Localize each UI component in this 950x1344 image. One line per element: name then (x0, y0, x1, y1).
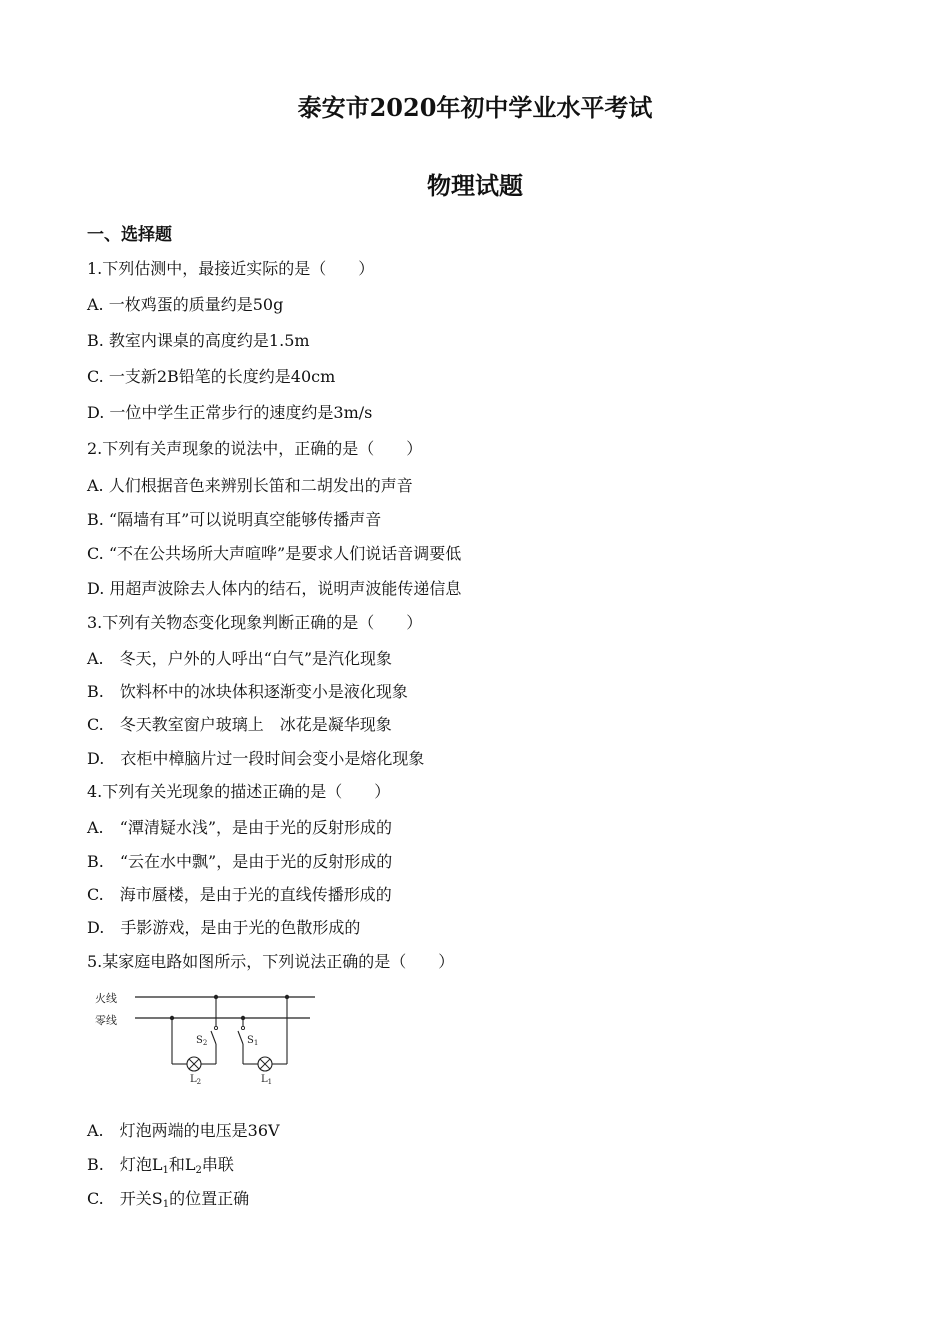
junction-dot (285, 995, 289, 999)
q4-stem: 4.下列有关光现象的描述正确的是（ ） (87, 782, 391, 801)
section-heading: 一、选择题 (87, 225, 172, 245)
q3-stem: 3.下列有关物态变化现象判断正确的是（ ） (87, 613, 423, 632)
q1-stem: 1.下列估测中，最接近实际的是（ ） (87, 259, 375, 278)
lamp-l1-icon (258, 1057, 272, 1071)
q3-option-b: B. 饮料杯中的冰块体积逐渐变小是液化现象 (87, 682, 408, 701)
q2-option-a: A. 人们根据音色来辨别长笛和二胡发出的声音 (87, 476, 413, 495)
lamp-l2-icon (187, 1057, 201, 1071)
q3-option-a: A. 冬天，户外的人呼出“白气”是汽化现象 (87, 649, 393, 668)
q4-option-d: D. 手影游戏，是由于光的色散形成的 (87, 918, 361, 937)
q5-option-c: C. 开关$S_1$的位置正确 (87, 1189, 250, 1210)
switch-s1-label: $S_1$ (247, 1035, 259, 1047)
lamp-l2-label: $L_2$ (190, 1074, 202, 1086)
q1-option-c: C. 一支新2B铅笔的长度约是40cm (87, 367, 336, 386)
switch-s1-icon (238, 1026, 245, 1044)
junction-dot (214, 995, 218, 999)
q5-option-a: A. 灯泡两端的电压是36V (87, 1121, 280, 1140)
q2-stem: 2.下列有关声现象的说法中，正确的是（ ） (87, 439, 423, 458)
q2-option-b: B. “隔墙有耳”可以说明真空能够传播声音 (87, 510, 382, 529)
exam-title: 泰安市2020年初中学业水平考试 (297, 93, 653, 122)
household-circuit-diagram (90, 988, 330, 1088)
q5-stem: 5.某家庭电路如图所示，下列说法正确的是（ ） (87, 952, 455, 971)
q5-option-b: B. 灯泡$L_1$和$L_2$串联 (87, 1155, 234, 1176)
q4-option-c: C. 海市蜃楼，是由于光的直线传播形成的 (87, 885, 392, 904)
neutral-wire-label: 零线 (95, 1014, 117, 1027)
q4-option-b: B. “云在水中飘”，是由于光的反射形成的 (87, 852, 393, 871)
q1-option-d: D. 一位中学生正常步行的速度约是3m/s (87, 403, 373, 422)
q1-option-b: B. 教室内课桌的高度约是1.5m (87, 331, 310, 350)
live-wire-label: 火线 (95, 992, 117, 1005)
lamp-l1-label: $L_1$ (261, 1074, 273, 1086)
q3-option-c: C. 冬天教室窗户玻璃上 冰花是凝华现象 (87, 715, 392, 734)
q1-option-a: A. 一枚鸡蛋的质量约是50g (87, 295, 284, 314)
q2-option-c: C. “不在公共场所大声喧哗”是要求人们说话音调要低 (87, 544, 462, 563)
q3-option-d: D. 衣柜中樟脑片过一段时间会变小是熔化现象 (87, 749, 425, 768)
q2-option-d: D. 用超声波除去人体内的结石，说明声波能传递信息 (87, 579, 462, 598)
q4-option-a: A. “潭清疑水浅”，是由于光的反射形成的 (87, 818, 393, 837)
switch-s2-label: $S_2$ (196, 1035, 208, 1047)
switch-s2-icon (211, 1026, 218, 1044)
exam-subtitle: 物理试题 (427, 171, 523, 200)
